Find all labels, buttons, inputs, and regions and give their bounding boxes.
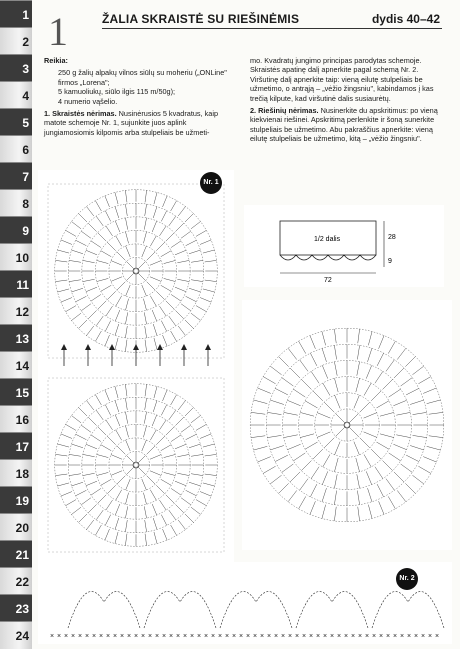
join-arrows [61,344,211,366]
svg-text:×: × [323,633,328,640]
ruler-mark: 21 [0,540,32,568]
materials-list [44,68,234,106]
ruler-mark: 14 [0,351,32,379]
svg-text:×: × [309,633,314,640]
magazine-page [32,0,460,649]
dim-right-bottom: 9 [388,258,392,265]
ruler-mark: 7 [0,162,32,190]
section2-title: 2. Riešinių nėrimas. [250,106,319,116]
svg-text:×: × [176,633,181,640]
svg-text:×: × [274,633,279,640]
page-title: ŽALIA SKRAISTĖ SU RIEŠINĖMIS [102,12,300,26]
svg-text:×: × [302,633,307,640]
ruler-mark: 12 [0,297,32,325]
svg-text:×: × [281,633,286,640]
section2-text: Nusinerkite du apskritimus: po vieną kiekvienai riešinei. Apskritimą perlenkite ir šoną sunerkite stulpeliais be užmetimo. Abu pakraščius apnerkite: vieną eilutę stulpeliais be užmetimo, kitą – „vėžio žingsniu". [250,106,438,144]
svg-text:×: × [99,633,104,640]
svg-text:×: × [393,633,398,640]
svg-text:×: × [295,633,300,640]
svg-text:×: × [253,633,258,640]
pattern-number: 1 [48,9,68,54]
chart-1-drawing [38,170,234,566]
svg-text:×: × [379,633,384,640]
svg-text:×: × [57,633,62,640]
svg-text:×: × [365,633,370,640]
crochet-chart-2 [38,562,452,644]
ruler-mark: 17 [0,432,32,460]
svg-text:×: × [372,633,377,640]
header-divider [102,28,442,29]
svg-text:×: × [435,633,440,640]
ruler-mark: 5 [0,108,32,136]
ruler-mark: 11 [0,270,32,298]
section1 [44,109,234,137]
svg-text:×: × [127,633,132,640]
svg-text:×: × [190,633,195,640]
svg-text:×: × [288,633,293,640]
section2 [250,106,446,144]
left-column [44,56,234,140]
svg-text:×: × [211,633,216,640]
ruler-mark: 8 [0,189,32,217]
material-line: 5 kamuoliukų, siūlo ilgis 115 m/50g); [58,87,176,97]
ruler-mark: 20 [0,513,32,541]
svg-text:×: × [113,633,118,640]
svg-text:×: × [204,633,209,640]
svg-text:×: × [400,633,405,640]
svg-text:×: × [351,633,356,640]
material-line: 4 numerio vąšelio. [58,96,118,106]
ruler-mark: 2 [0,27,32,55]
svg-text:×: × [155,633,160,640]
chart-2-drawing [38,562,452,644]
svg-text:×: × [267,633,272,640]
chart-2-label: Nr. 2 [396,568,418,590]
svg-text:×: × [92,633,97,640]
svg-text:×: × [421,633,426,640]
svg-text:×: × [358,633,363,640]
svg-text:×: × [141,633,146,640]
svg-text:×: × [239,633,244,640]
dim-bottom: 72 [324,277,332,284]
svg-text:×: × [344,633,349,640]
material-line: 250 g žalių alpakų vilnos siūlų su moheriu („ONLine" firmos „Lorena"; [58,68,227,87]
round-motif-chart [242,300,452,550]
chart-1-label: Nr. 1 [200,172,222,194]
ruler-mark: 4 [0,81,32,109]
svg-text:×: × [260,633,265,640]
svg-text:×: × [169,633,174,640]
svg-text:×: × [148,633,153,640]
svg-text:×: × [50,633,55,640]
svg-text:×: × [162,633,167,640]
svg-text:×: × [71,633,76,640]
svg-text:×: × [85,633,90,640]
square-motif-bottom [48,378,224,552]
right-para1: mo. Kvadratų jungimo principas parodytas schemoje. Skraistės apatinę dalį apnerkite pagal schemą Nr. 2. Viršutinę dalį apnerkite taip: vieną eilutę stulpeliais be užmetimo, o antrąją – „vėžio žingsniu", kabindamos į kas trečią kilpute, kad viršutinė dalis susiaurėtų. [250,56,434,103]
svg-text:×: × [106,633,111,640]
ruler-mark: 1 [0,0,32,28]
ruler-mark: 23 [0,594,32,622]
svg-text:×: × [316,633,321,640]
ruler-mark: 3 [0,54,32,82]
ruler-mark: 15 [0,378,32,406]
ruler-mark: 16 [0,405,32,433]
svg-text:×: × [197,633,202,640]
size-schematic [244,205,444,287]
ruler-mark: 6 [0,135,32,163]
svg-text:×: × [337,633,342,640]
svg-text:×: × [330,633,335,640]
ruler-mark: 22 [0,567,32,595]
svg-text:×: × [386,633,391,640]
dim-right-top: 28 [388,234,396,241]
svg-text:×: × [183,633,188,640]
svg-text:×: × [218,633,223,640]
svg-text:×: × [414,633,419,640]
page-ruler [0,0,32,649]
svg-text:×: × [120,633,125,640]
schematic-part-label: 1/2 dalis [314,236,341,243]
crochet-chart-1 [38,170,234,566]
needs-title: Reikia: [44,56,68,65]
ruler-mark: 9 [0,216,32,244]
svg-text:×: × [64,633,69,640]
right-column [250,56,446,147]
svg-text:×: × [428,633,433,640]
ruler-mark: 19 [0,486,32,514]
schematic-drawing [244,205,444,287]
svg-text:×: × [407,633,412,640]
ruler-mark: 10 [0,243,32,271]
section1-text: Nusinėrusios 5 kvadratus, kaip matote schemoje Nr. 1, sujunkite juos aplink jungiamosiomis kilpomis arba stulpeliais be užmeti- [44,109,219,137]
square-motif-top [48,184,224,358]
ruler-mark: 13 [0,324,32,352]
round-motif-drawing [242,300,452,550]
svg-text:×: × [232,633,237,640]
section1-title: 1. Skraistės nėrimas. [44,109,117,119]
svg-text:×: × [246,633,251,640]
svg-text:×: × [78,633,83,640]
size-label: dydis 40–42 [371,12,440,26]
svg-text:×: × [134,633,139,640]
ruler-mark: 18 [0,459,32,487]
ruler-mark: 24 [0,621,32,649]
svg-text:×: × [225,633,230,640]
